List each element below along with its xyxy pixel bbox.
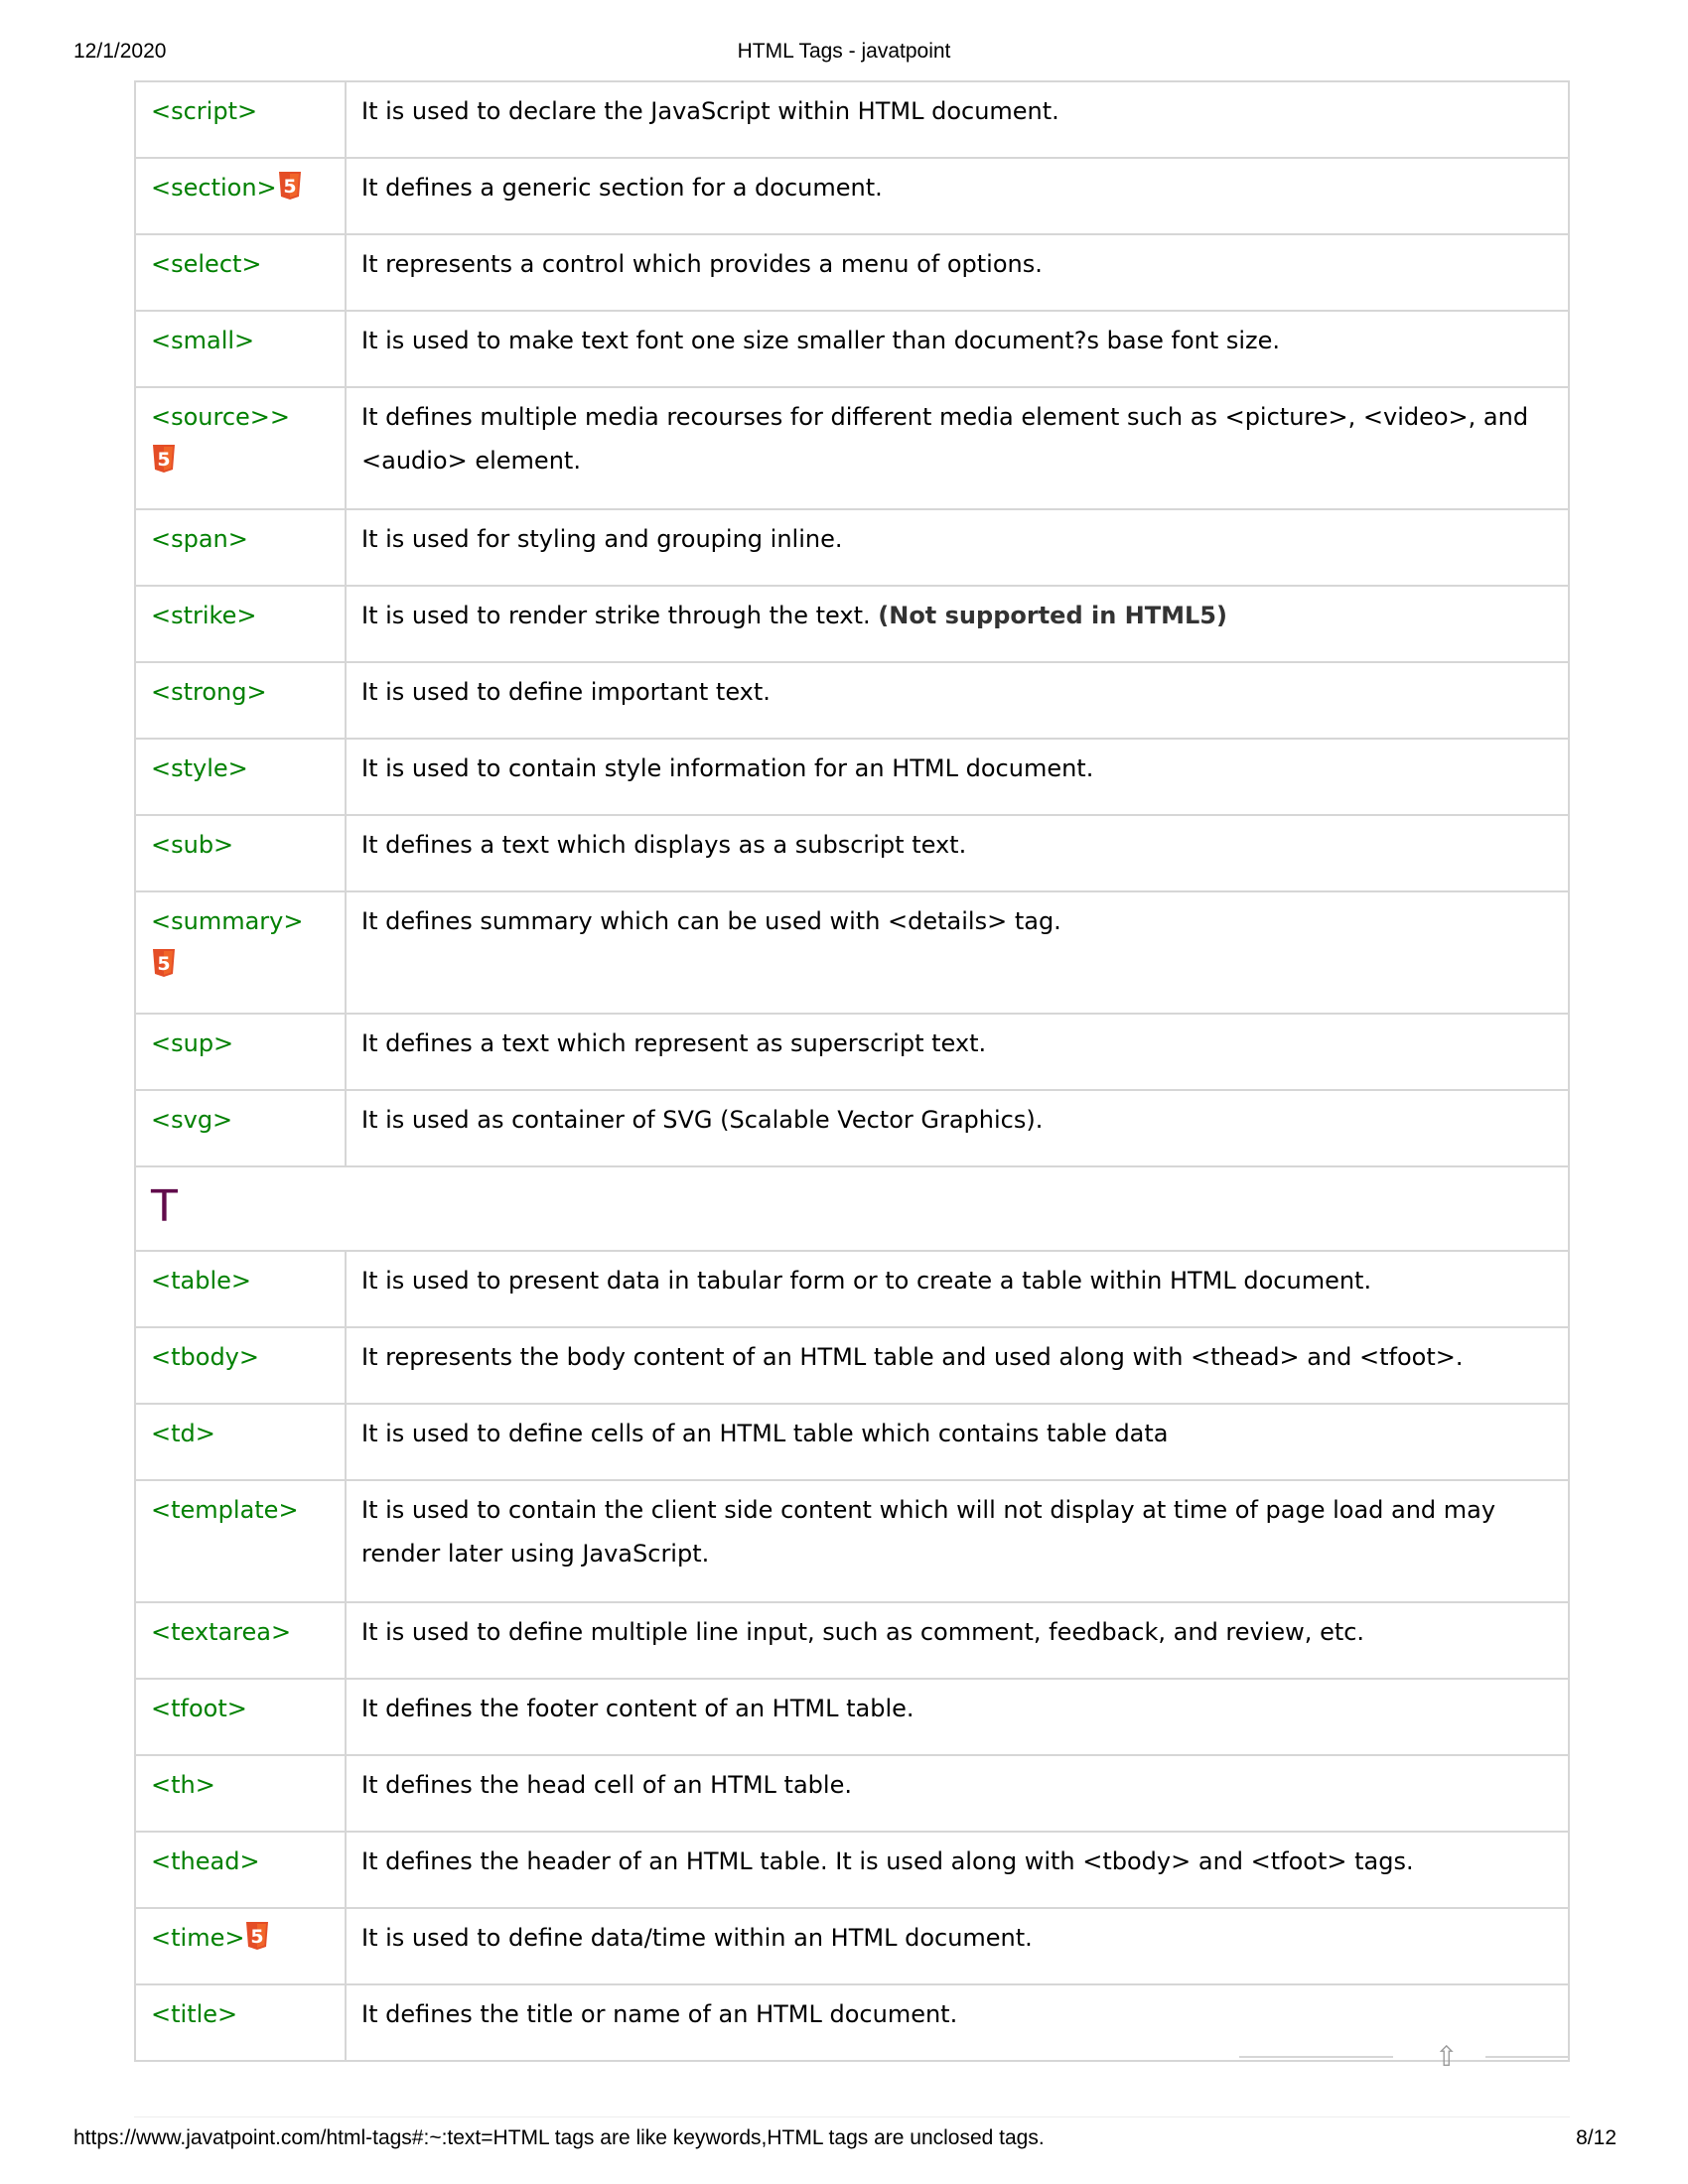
print-page-title: HTML Tags - javatpoint [737,40,951,63]
description-cell [346,1014,1569,1090]
tag-name: <thead> [151,1847,260,1875]
tag-description: It defines a generic section for a document. [361,174,883,202]
description-cell [346,815,1569,891]
description-cell [346,234,1569,311]
tag-description: It defines multiple media recourses for different media element such as <picture>, <video>, and <audio> element. [361,403,1529,475]
description-cell [346,1908,1569,1984]
table-row [135,1327,1569,1404]
tag-description: It represents the body content of an HTML table and used along with <thead> and <tfoot>. [361,1343,1464,1371]
tag-name: <script> [151,97,258,125]
tag-description: It defines summary which can be used with <details> tag. [361,907,1061,935]
tag-description: It defines a text which represent as superscript text. [361,1029,987,1057]
html5-badge-label: 5 [157,953,171,975]
page-url: https://www.javatpoint.com/html-tags#:~:text=HTML tags are like keywords,HTML tags are unclosed tags. [73,2126,1045,2149]
tag-name: <template> [151,1496,299,1524]
description-cell [346,387,1569,509]
table-row [135,1908,1569,1984]
tag-description: It is used to declare the JavaScript within HTML document. [361,97,1059,125]
description-cell [346,1251,1569,1327]
html-tags-table [134,80,1570,2062]
description-cell [346,1090,1569,1166]
description-cell [346,739,1569,815]
tag-cell [135,311,346,387]
html5-icon [151,444,177,474]
table-row [135,1679,1569,1755]
print-date: 12/1/2020 [73,40,167,63]
section-letter-row [135,1166,1569,1251]
tag-name: <sup> [151,1029,234,1057]
tag-name: <textarea> [151,1618,292,1646]
tag-description: It defines the title or name of an HTML document. [361,2000,958,2028]
tag-name: <th> [151,1771,215,1799]
divider [1485,2056,1570,2058]
up-arrow-icon[interactable]: ⇧ [1435,2040,1459,2073]
tag-cell [135,1090,346,1166]
table-row [135,1404,1569,1480]
tag-name: <table> [151,1267,252,1295]
table-row [135,509,1569,586]
html5-badge-label: 5 [250,1926,265,1948]
tag-description: It defines the header of an HTML table. It is used along with <tbody> and <tfoot> tags. [361,1847,1414,1875]
description-cell [346,1404,1569,1480]
tag-cell [135,1908,346,1984]
tag-cell [135,234,346,311]
tag-description: It is used to define important text. [361,678,771,706]
tag-name: <source>> [151,403,291,431]
description-cell [346,509,1569,586]
tag-cell [135,1832,346,1908]
tag-description: It represents a control which provides a menu of options. [361,250,1043,278]
table-row [135,1832,1569,1908]
tag-description: It is used as container of SVG (Scalable Vector Graphics). [361,1106,1044,1134]
section-letter-cell [135,1166,1569,1251]
table-row [135,81,1569,158]
tag-description: It is used for styling and grouping inline. [361,525,843,553]
table-row [135,158,1569,234]
description-cell [346,158,1569,234]
print-header [0,40,1688,69]
description-cell [346,1832,1569,1908]
tag-name: <select> [151,250,262,278]
table-row [135,387,1569,509]
tag-cell [135,1480,346,1602]
tag-cell [135,891,346,1014]
table-row [135,1251,1569,1327]
description-cell [346,662,1569,739]
tag-cell [135,586,346,662]
table-row [135,586,1569,662]
html5-badge-label: 5 [157,449,171,471]
tag-name: <small> [151,327,255,354]
tag-name: <strike> [151,602,257,629]
description-cell [346,586,1569,662]
print-footer [0,2126,1688,2156]
html5-icon [244,1921,270,1951]
tag-description: It is used to render strike through the text. [361,602,871,629]
description-cell [346,1480,1569,1602]
tag-cell [135,1984,346,2061]
description-cell [346,1602,1569,1679]
divider [134,2116,1570,2117]
page-number: 8/12 [1576,2126,1617,2149]
table-row [135,234,1569,311]
description-cell [346,1755,1569,1832]
divider [1239,2056,1393,2058]
tag-cell [135,509,346,586]
table-row [135,1014,1569,1090]
description-cell [346,1327,1569,1404]
tag-description: It is used to define data/time within an HTML document. [361,1924,1033,1952]
tag-cell [135,1404,346,1480]
tag-cell [135,1679,346,1755]
tag-description: It is used to present data in tabular form or to create a table within HTML document. [361,1267,1372,1295]
table-row [135,1090,1569,1166]
tag-name: <sub> [151,831,234,859]
tag-cell [135,1755,346,1832]
table-row [135,891,1569,1014]
description-cell [346,81,1569,158]
tag-description: It is used to define multiple line input, such as comment, feedback, and review, etc. [361,1618,1365,1646]
html5-badge-label: 5 [283,176,297,198]
tag-cell [135,1014,346,1090]
tag-description: It is used to make text font one size smaller than document?s base font size. [361,327,1281,354]
tag-description: It is used to contain the client side content which will not display at time of page load and may render later using JavaScript. [361,1496,1496,1568]
description-cell [346,1679,1569,1755]
html5-icon [151,948,177,978]
tag-name: <time> [151,1924,245,1952]
tag-description: It is used to contain style information for an HTML document. [361,754,1094,782]
tag-cell [135,662,346,739]
table-row [135,1984,1569,2061]
tag-description: It defines the footer content of an HTML table. [361,1695,914,1722]
html5-support-note: (Not supported in HTML5) [878,602,1227,629]
tag-name: <td> [151,1420,215,1447]
tag-cell [135,1602,346,1679]
tag-cell [135,815,346,891]
tag-cell [135,158,346,234]
table-row [135,311,1569,387]
tag-name: <svg> [151,1106,233,1134]
tag-description: It is used to define cells of an HTML table which contains table data [361,1420,1169,1447]
tag-name: <style> [151,754,248,782]
table-row [135,1602,1569,1679]
tag-cell [135,1251,346,1327]
tag-cell [135,1327,346,1404]
tag-cell [135,387,346,509]
description-cell [346,1984,1569,2061]
tag-name: <span> [151,525,248,553]
tag-name: <tbody> [151,1343,259,1371]
tag-description: It defines a text which displays as a subscript text. [361,831,967,859]
tag-name: <summary> [151,907,304,935]
table-row [135,815,1569,891]
tag-name: <strong> [151,678,267,706]
tag-name: <title> [151,2000,238,2028]
table-row [135,1480,1569,1602]
scroll-to-top-button[interactable] [1408,2041,1487,2081]
section-letter: T [151,1181,178,1232]
tag-description: It defines the head cell of an HTML table. [361,1771,852,1799]
table-row [135,662,1569,739]
table-row [135,1755,1569,1832]
html5-icon [277,171,303,201]
description-cell [346,311,1569,387]
tag-cell [135,739,346,815]
table-row [135,739,1569,815]
tag-cell [135,81,346,158]
tag-name: <section> [151,174,277,202]
tag-name: <tfoot> [151,1695,247,1722]
description-cell [346,891,1569,1014]
